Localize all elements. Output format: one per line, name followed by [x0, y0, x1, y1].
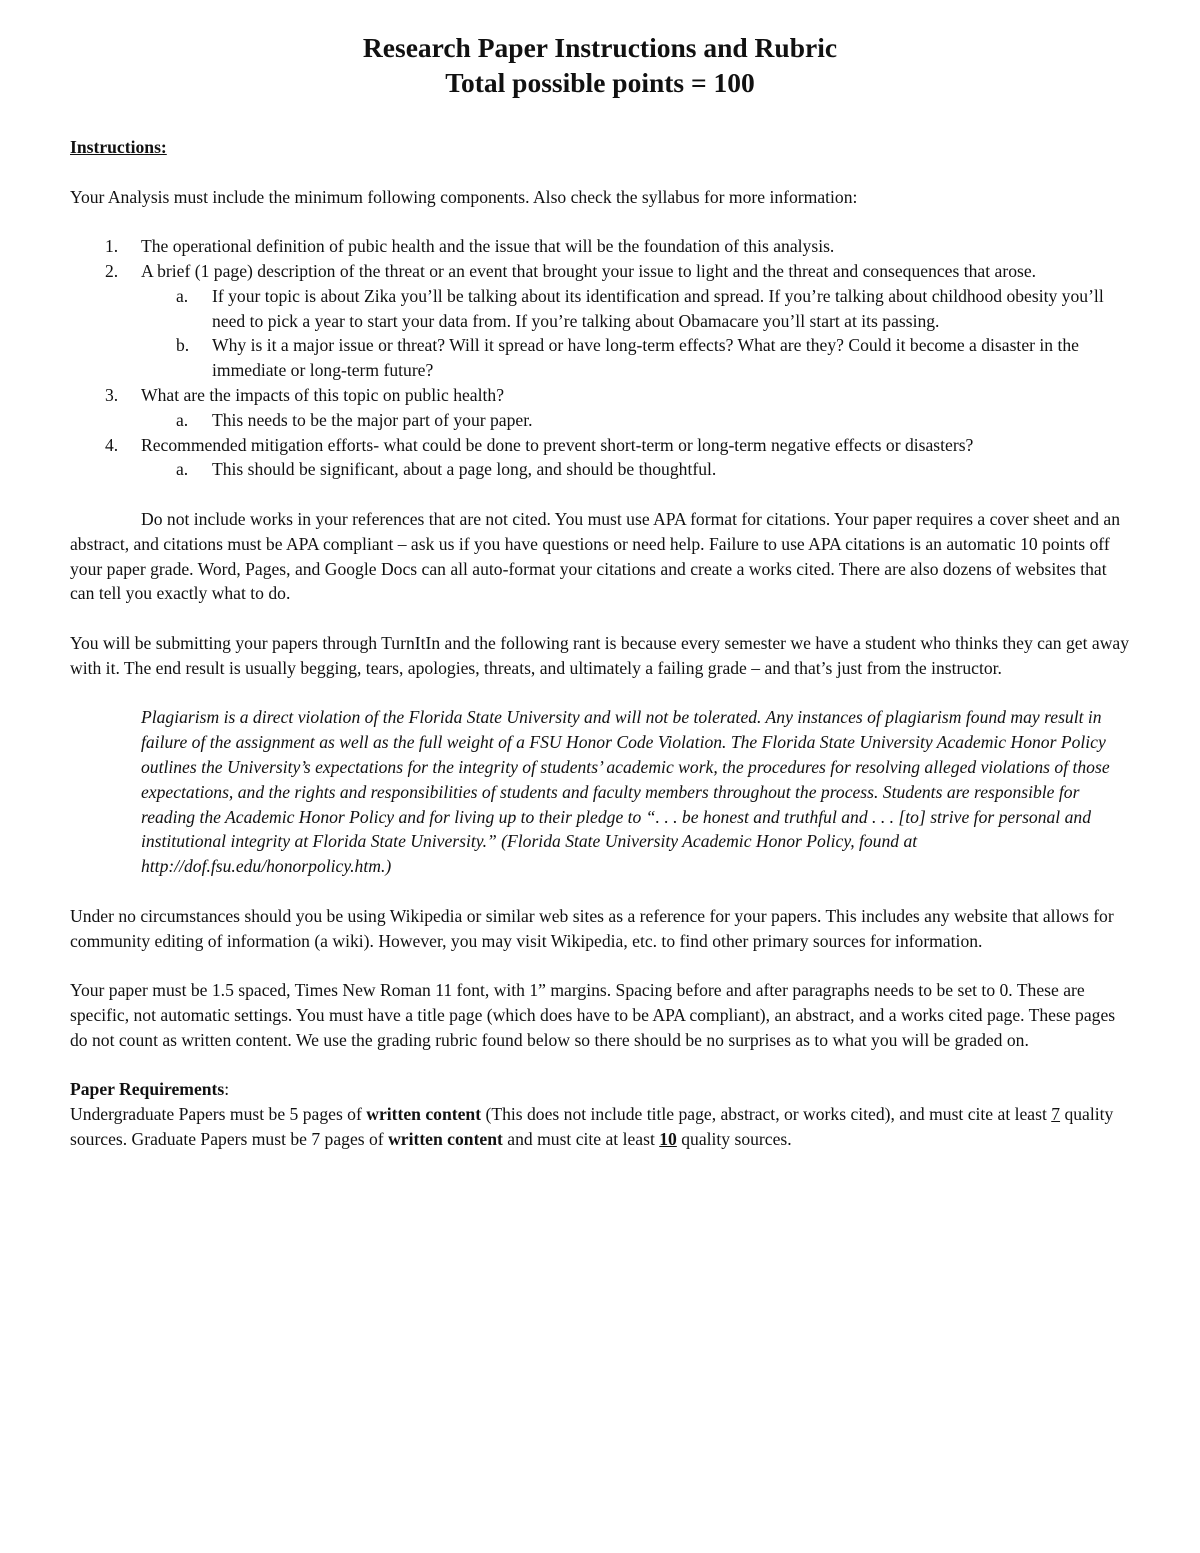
undergrad-source-count: 7 [1051, 1104, 1061, 1125]
list-item-text: A brief (1 page) description of the threat or an event that brought your issue to light and the threat and consequences that arose. [141, 260, 1037, 281]
grad-source-count: 10 [659, 1128, 677, 1149]
list-number: 4. [105, 434, 119, 455]
sub-list-letter: a. [176, 409, 189, 430]
sub-list-item-text: This needs to be the major part of your paper. [212, 409, 533, 430]
sub-list-letter: a. [176, 285, 189, 306]
turnitin-paragraph: You will be submitting your papers through TurnItIn and the following rant is because every semester we have a student who thinks they can get away with it. The end result is usually begging, tears, apologies, threats, and ultimately a failing grade – and that’s just from the instructor. [70, 632, 1130, 678]
sub-list-item [141, 333, 1130, 383]
list-item [70, 259, 1130, 383]
requirements-heading-colon: : [224, 1079, 230, 1100]
list-item-text: Recommended mitigation efforts- what could be done to prevent short-term or long-term negative effects or disasters? [141, 434, 974, 455]
sub-list-letter: a. [176, 459, 189, 480]
references-paragraph: Do not include works in your references that are not cited. You must use APA format for citations. Your paper requires a cover sheet and an abstract, and citations must be APA compliant – ask us if you have questions or need help. Failure to use APA citations is an automatic 10 points off your paper grade. Word, Pages, and Google Docs can all auto-format your citations and create a works cited. There are also dozens of websites that can tell you exactly what to do. [70, 508, 1120, 604]
sub-list [141, 284, 1130, 383]
requirements-heading [70, 1077, 1130, 1102]
written-content-emphasis: written content [366, 1104, 482, 1125]
formatting-paragraph: Your paper must be 1.5 spaced, Times New Roman 11 font, with 1” margins. Spacing before and after paragraphs needs to be set to 0. These are specific, not automatic settings. You must have a title page (which does have to be APA compliant), an abstract, and a works cited page. These pages do not count as written content. We use the grading rubric found below so there should be no surprises as to what you will be graded on. [70, 980, 1116, 1050]
list-item [70, 433, 1130, 483]
req-text: quality sources. [676, 1128, 792, 1149]
instructions-intro: Your Analysis must include the minimum following components. Also check the syllabus for more information: [70, 186, 858, 207]
sub-list-item-text: This should be significant, about a page long, and should be thoughtful. [212, 459, 717, 480]
sub-list-item [141, 457, 1130, 482]
written-content-emphasis: written content [388, 1128, 503, 1149]
wikipedia-paragraph: Under no circumstances should you be using Wikipedia or similar web sites as a reference for your papers. This includes any website that allows for community editing of information (a wiki). However, you may visit Wikipedia, etc. to find other primary sources for information. [70, 905, 1114, 951]
req-text: (This does not include title page, abstract, or works cited), and must cite at least [481, 1104, 1052, 1125]
sub-list [141, 408, 1130, 433]
components-list [70, 234, 1130, 482]
page-title [70, 30, 1130, 100]
list-number: 1. [105, 236, 119, 257]
title-line-2: Total possible points = 100 [445, 67, 755, 98]
title-line-1: Research Paper Instructions and Rubric [362, 32, 838, 63]
req-text: Undergraduate Papers must be 5 pages of [70, 1104, 367, 1125]
sub-list-item [141, 284, 1130, 334]
instructions-heading: Instructions: [70, 137, 167, 157]
requirements-heading-text: Paper Requirements [70, 1079, 225, 1100]
req-text: quality sources. Graduate Papers must be 7 pages of [70, 1104, 1114, 1149]
req-text: and must cite at least [502, 1128, 660, 1149]
sub-list [141, 457, 1130, 482]
sub-list-item-text: Why is it a major issue or threat? Will it spread or have long-term effects? What are they? Could it become a disaster in the immediate or long-term future? [212, 335, 1079, 381]
sub-list-item-text: If your topic is about Zika you’ll be talking about its identification and spread. If you’re talking about childhood obesity you’ll need to pick a year to start your data from. If you’re talking about Obamacare you’ll start at its passing. [212, 285, 1104, 331]
list-item-text: The operational definition of pubic health and the issue that will be the foundation of this analysis. [141, 236, 835, 257]
list-number: 3. [105, 384, 119, 405]
sub-list-item [141, 408, 1130, 433]
list-number: 2. [105, 260, 119, 281]
list-item [70, 234, 1130, 259]
list-item [70, 383, 1130, 433]
requirements-paragraph [70, 1102, 1130, 1152]
sub-list-letter: b. [176, 335, 190, 356]
list-item-text: What are the impacts of this topic on public health? [141, 384, 504, 405]
plagiarism-quote: Plagiarism is a direct violation of the Florida State University and will not be tolerated. Any instances of plagiarism found may result in failure of the assignment as well as the full weight of a FSU Honor Code Violation. The Florida State University Academic Honor Policy outlines the University’s expectations for the integrity of students’ academic work, the procedures for resolving alleged violations of those expectations, and the rights and responsibilities of students and faculty members throughout the process. Students are responsible for reading the Academic Honor Policy and for living up to their pledge to “. . . be honest and truthful and . . . [to] strive for personal and institutional integrity at Florida State University.” (Florida State University Academic Honor Policy, found at http://dof.fsu.edu/honorpolicy.htm.) [141, 707, 1110, 877]
